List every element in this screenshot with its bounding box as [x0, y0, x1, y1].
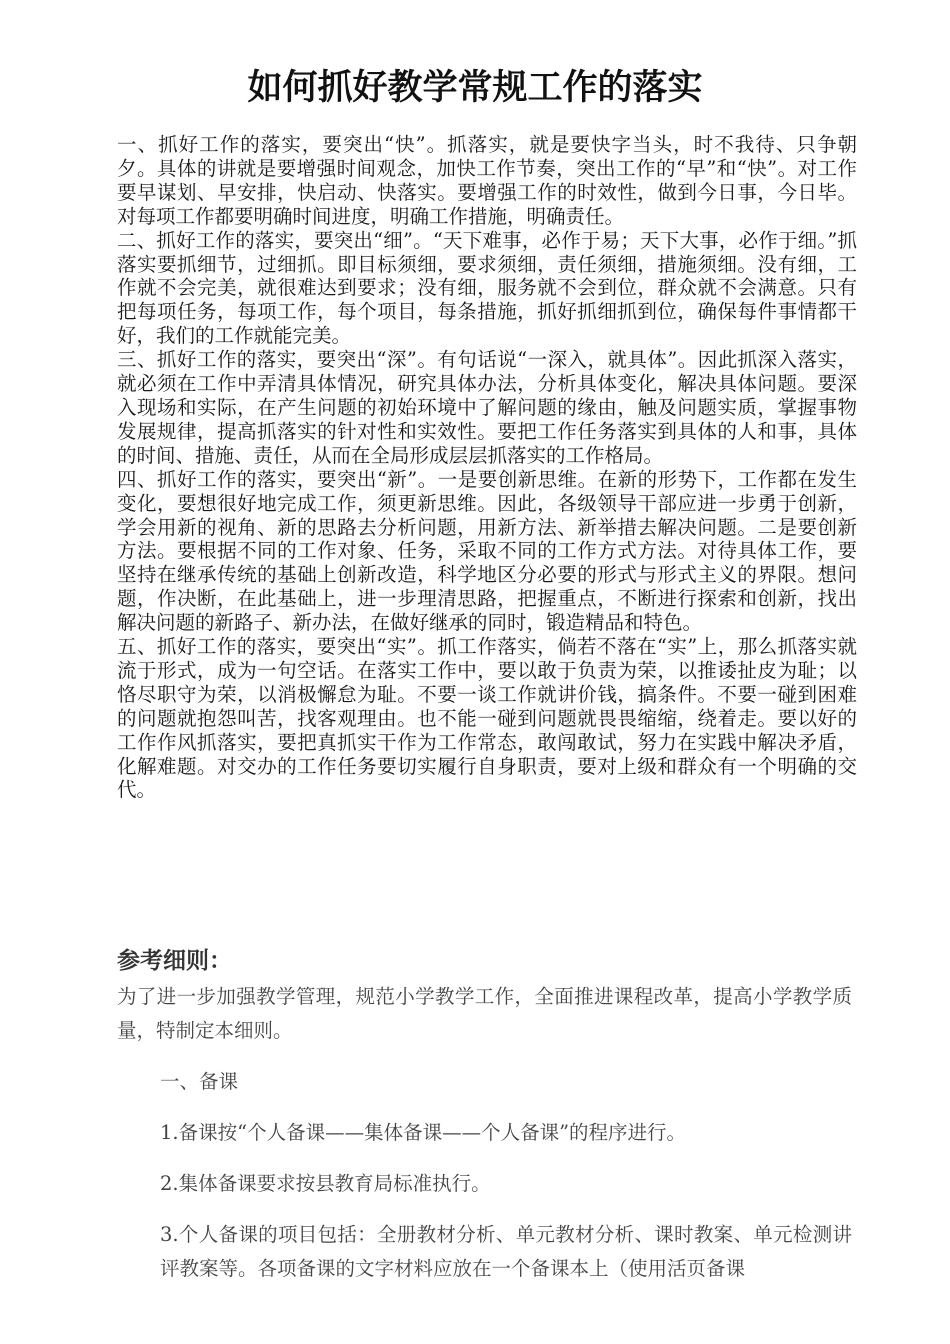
- reference-section-title: 一、备课: [160, 1070, 239, 1093]
- reference-heading: 参考细则：: [117, 948, 232, 974]
- document-body: [117, 133, 857, 802]
- paragraph-xi: 二、抓好工作的落实，要突出“细”。“天下难事，必作于易；天下大事，必作于细。”抓落实要抓细节，过细抓。即目标须细，要求须细，责任须细，措施须细。没有细，工作就不会完美，就很难达到要求；没有细，服务就不会到位，群众就不会满意。只有把每项任务，每项工作，每个项目，每条措施，抓好抓细抓到位，确保每件事情都干好，我们的工作就能完美。: [117, 228, 857, 348]
- reference-item-1: 1.备课按“个人备课——集体备课——个人备课”的程序进行。: [160, 1121, 687, 1144]
- reference-section: [117, 980, 852, 1286]
- reference-intro: 为了进一步加强教学管理，规范小学教学工作，全面推进课程改革，提高小学教学质量，特制定本细则。: [117, 985, 852, 1042]
- paragraph-kuai: 一、抓好工作的落实，要突出“快”。抓落实，就是要快字当头，时不我待、只争朝夕。具体的讲就是要增强时间观念，加快工作节奏，突出工作的“早”和“快”。对工作要早谋划、早安排，快启动、快落实。要增强工作的时效性，做到今日事，今日毕。对每项工作都要明确时间进度，明确工作措施，明确责任。: [117, 133, 857, 228]
- paragraph-xin: 四、抓好工作的落实，要突出“新”。一是要创新思维。在新的形势下，工作都在发生变化，要想很好地完成工作，须更新思维。因此，各级领导干部应进一步勇于创新，学会用新的视角、新的思路去分析问题，用新方法、新举措去解决问题。二是要创新方法。要根据不同的工作对象、任务，采取不同的工作方式方法。对待具体工作，要坚持在继承传统的基础上创新改造，科学地区分必要的形式与形式主义的界限。想问题，作决断，在此基础上，进一步理清思路，把握重点，不断进行探索和创新，找出解决问题的新路子、新办法，在做好继承的同时，锻造精品和特色。: [117, 467, 857, 635]
- paragraph-shi: 五、抓好工作的落实，要突出“实”。抓工作落实，倘若不落在“实”上，那么抓落实就流于形式，成为一句空话。在落实工作中，要以敢于负责为荣，以推诿扯皮为耻；以恪尽职守为荣，以消极懈怠为耻。不要一谈工作就讲价钱，搞条件。不要一碰到困难的问题就抱怨叫苦，找客观理由。也不能一碰到问题就畏畏缩缩，绕着走。要以好的工作作风抓落实，要把真抓实干作为工作常态，敢闯敢试，努力在实践中解决矛盾，化解难题。对交办的工作任务要切实履行自身职责，要对上级和群众有一个明确的交代。: [117, 635, 857, 802]
- document-title: 如何抓好教学常规工作的落实: [247, 68, 703, 108]
- paragraph-shen: 三、抓好工作的落实，要突出“深”。有句话说“一深入，就具体”。因此抓深入落实，就必须在工作中弄清具体情况，研究具体办法，分析具体变化，解决具体问题。要深入现场和实际，在产生问题的初始环境中了解问题的缘由，触及问题实质，掌握事物发展规律，提高抓落实的针对性和实效性。要把工作任务落实到具体的人和事，具体的时间、措施、责任，从而在全局形成层层抓落实的工作格局。: [117, 348, 857, 467]
- reference-item-3: 3.个人备课的项目包括：全册教材分析、单元教材分析、课时教案、单元检测讲评教案等。各项备课的文字材料应放在一个备课本上（使用活页备课: [160, 1223, 852, 1280]
- reference-item-2: 2.集体备课要求按县教育局标准执行。: [160, 1172, 491, 1195]
